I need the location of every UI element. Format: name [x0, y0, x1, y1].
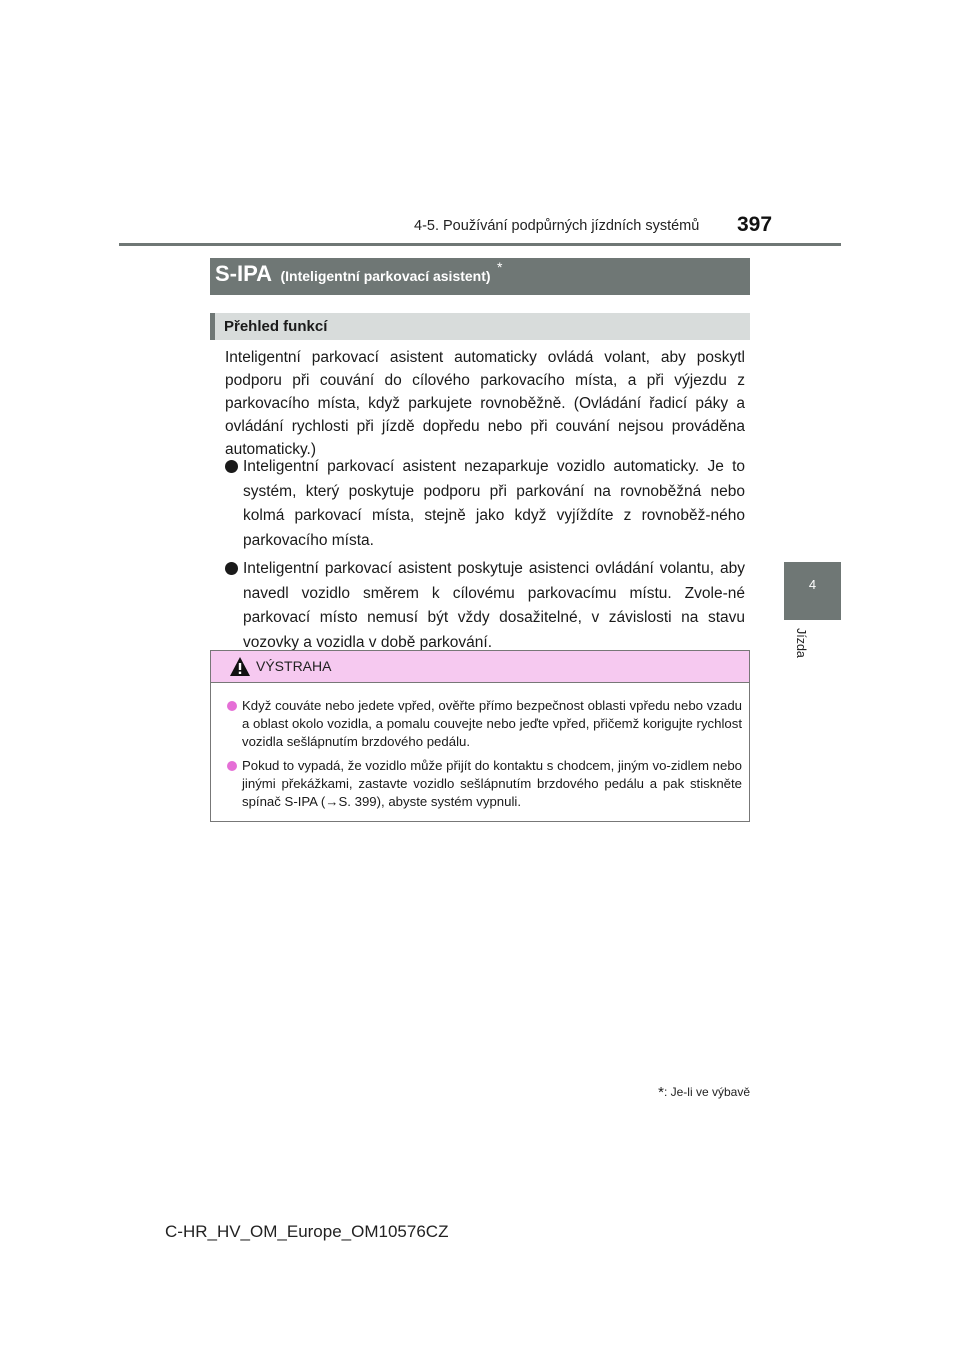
bullet-dot-icon [225, 460, 238, 473]
bullet-dot-icon [227, 701, 237, 711]
document-id: C-HR_HV_OM_Europe_OM10576CZ [165, 1222, 449, 1241]
footnote-asterisk: * [658, 1084, 664, 1101]
chapter-tab [784, 562, 841, 620]
chapter-tab-label: Jízda [794, 628, 808, 658]
list-item [225, 455, 745, 553]
feature-bullet-list [225, 455, 745, 659]
warning-triangle-icon [230, 657, 250, 676]
footnote-text: : Je-li ve výbavě [663, 1085, 750, 1099]
bullet-dot-icon [227, 761, 237, 771]
warning-text: Když couváte nebo jedete vpřed, ověřte přímo bezpečnost oblasti vpředu nebo vzadu a oblast okolo vozidla, a pomalu couvejte nebo jeďte vpřed, přičemž korigujte rychlost vozidla sešlápnutím brzdového pedálu. [242, 698, 742, 749]
list-item-text: Inteligentní parkovací asistent nezaparkuje vozidlo automaticky. Je to systém, který poskytuje podporu při parkování na rovnoběžná nebo kolmá parkovací místa, stejně jako když vyjíždíte z rovnoběž-ného parkovacího místa. [243, 458, 745, 549]
header-divider [119, 243, 841, 246]
chapter-tab-number: 4 [808, 577, 817, 592]
subheading: Přehled funkcí [210, 313, 750, 340]
list-item [227, 697, 742, 751]
warning-box [210, 650, 750, 822]
section-subtitle: (Inteligentní parkovací asistent) [280, 268, 491, 284]
warning-header [211, 651, 749, 683]
intro-paragraph: Inteligentní parkovací asistent automaticky ovládá volant, aby poskytl podporu při couvání do cílového parkovacího místa, a při výjezdu z parkovacího místa, když parkujete rovnoběžně. (Ovládání řadicí páky a ovládání rychlosti při jízdě dopředu nebo při couvání nejsou prováděna automaticky.) [225, 349, 745, 458]
page-number: 397 [737, 213, 773, 236]
warning-title: VÝSTRAHA [256, 658, 332, 674]
availability-asterisk: * [497, 259, 503, 275]
list-item-text: Inteligentní parkovací asistent poskytuje asistenci ovládání volantu, aby navedl vozidlo směrem k cílovému parkovacímu místu. Zvole-né parkovací místo nemusí být vždy dosažitelné, v závislosti na stavu vozovky a vozidla v době parkování. [243, 560, 745, 651]
warning-text: Pokud to vypadá, že vozidlo může přijít do kontaktu s chodcem, jiným vo-zidlem nebo jinými překážkami, zastavte vozidlo sešlápnutím brzdového pedálu a pak stiskněte spínač S-IPA (→S. 399), abyste systém vypnuli. [242, 758, 742, 809]
header-section-title: 4-5. Používání podpůrných jízdních systémů [414, 218, 700, 234]
section-title: S-IPA [215, 261, 273, 286]
footnote [620, 1084, 750, 1101]
warning-list [211, 683, 749, 811]
list-item [227, 757, 742, 811]
list-item [225, 557, 745, 655]
section-title-bar [210, 258, 750, 295]
bullet-dot-icon [225, 562, 238, 575]
